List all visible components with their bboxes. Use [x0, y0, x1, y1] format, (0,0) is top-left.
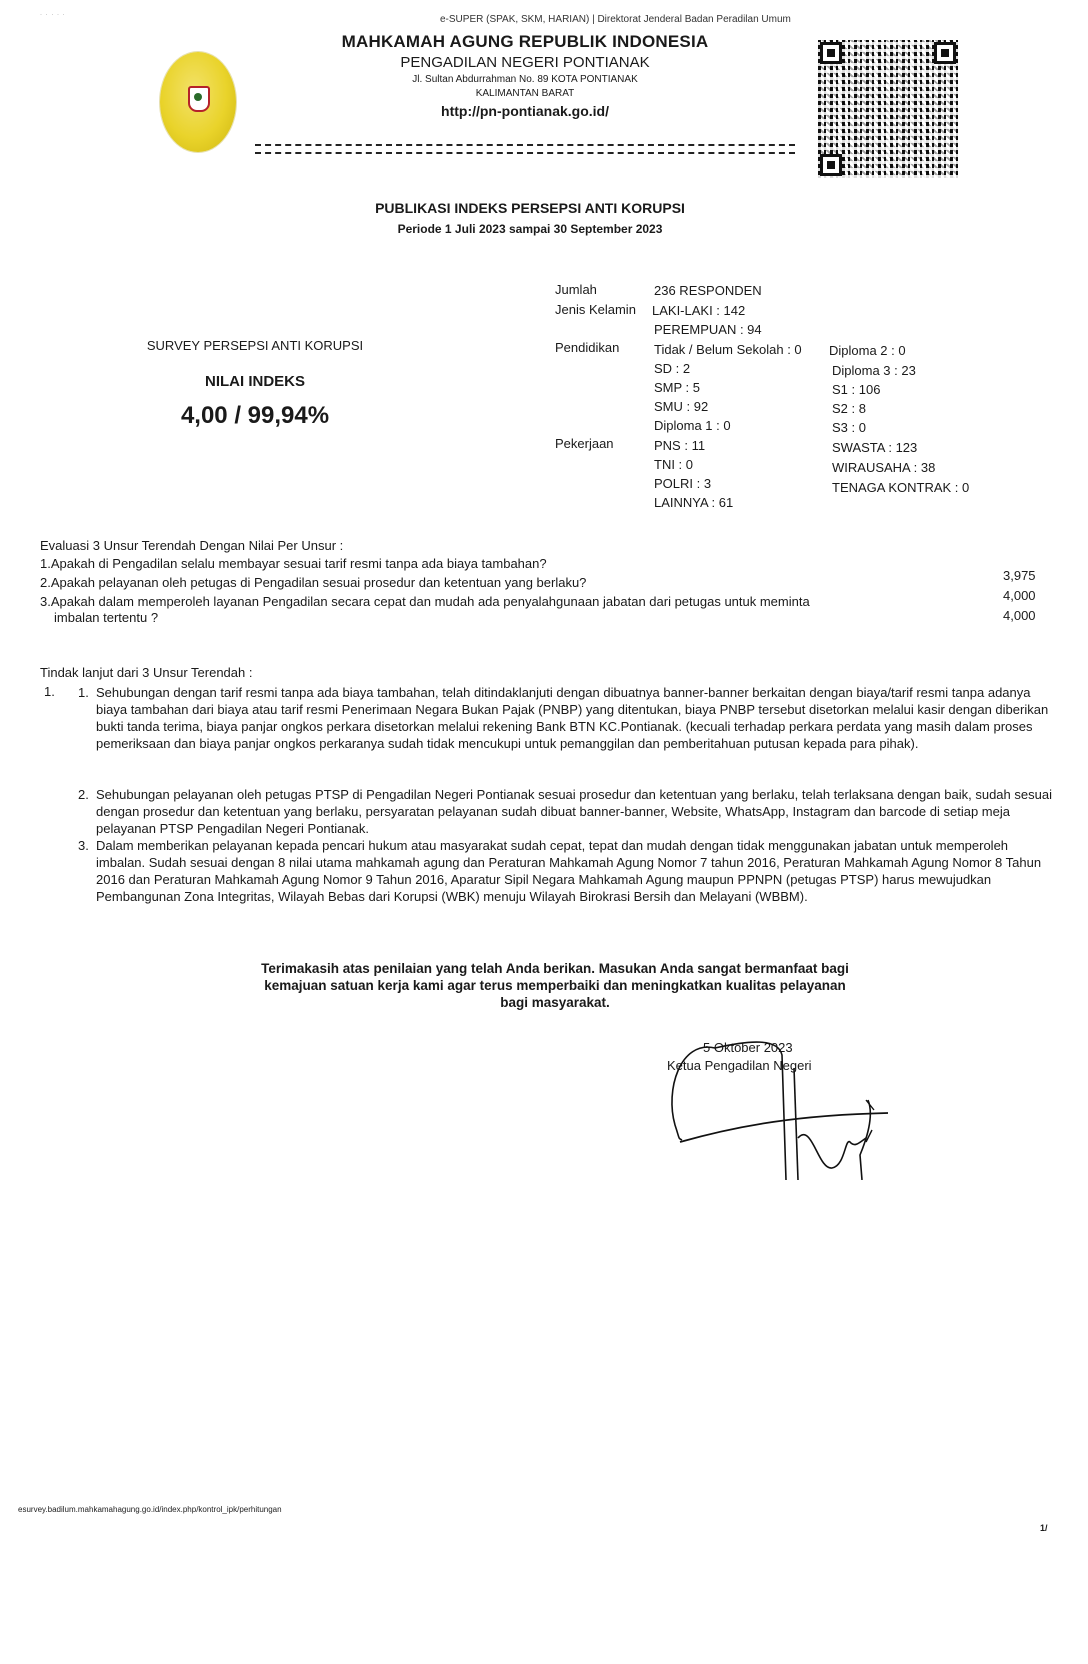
follow-up-number: 3. — [78, 838, 89, 853]
jumlah-value: 236 RESPONDEN — [654, 283, 762, 298]
follow-up-heading: Tindak lanjut dari 3 Unsur Terendah : — [40, 665, 253, 680]
job-item: PNS : 11 — [654, 438, 706, 453]
address-line-1: Jl. Sultan Abdurrahman No. 89 KOTA PONTIANAK — [412, 74, 638, 85]
document-period: Periode 1 Juli 2023 sampai 30 September 2023 — [397, 222, 663, 236]
education-item: Diploma 2 : 0 — [829, 343, 906, 358]
evaluation-value: 4,000 — [1003, 608, 1036, 623]
qr-finder-icon — [820, 154, 842, 176]
website-link[interactable]: http://pn-pontianak.go.id/ — [441, 103, 609, 119]
court-name: PENGADILAN NEGERI PONTIANAK — [400, 54, 650, 71]
survey-name: SURVEY PERSEPSI ANTI KORUPSI — [146, 338, 364, 353]
job-item: POLRI : 3 — [654, 476, 712, 491]
follow-up-outer-number: 1. — [44, 684, 55, 699]
footer-url: esurvey.badilum.mahkamahagung.go.id/index.php/kontrol_ipk/perhitungan — [18, 1505, 282, 1514]
education-item: Diploma 3 : 23 — [832, 363, 916, 378]
evaluation-item: 3.Apakah dalam memperoleh layanan Pengadilan secara cepat dan mudah ada penyalahgunaan jabatan dari petugas untuk meminta — [40, 594, 810, 609]
education-item: SMP : 5 — [654, 380, 701, 395]
job-item: WIRAUSAHA : 38 — [832, 460, 936, 475]
job-item: TENAGA KONTRAK : 0 — [832, 480, 970, 495]
system-header-line: e-SUPER (SPAK, SKM, HARIAN) | Direktorat Jenderal Badan Peradilan Umum — [440, 14, 791, 25]
follow-up-number: 2. — [78, 787, 89, 802]
follow-up-text: Sehubungan pelayanan oleh petugas PTSP di Pengadilan Negeri Pontianak sesuai prosedur dan ketentuan yang berlaku, telah terlaksana dengan baik, sudah sesuai dengan prosedur dan ketentuan yang berlaku, persyaratan pelayanan sudah dibuat banner-banner, Website, WhatsApp, Instagram dan barcode di setiap meja pelayanan PTSP Pengadilan Negeri Pontianak. — [96, 787, 1052, 836]
gender-item: PEREMPUAN : 94 — [654, 322, 762, 337]
faded-header-mark: · · · · · — [40, 12, 66, 18]
follow-up-item — [78, 786, 1053, 837]
evaluation-value: 4,000 — [1003, 588, 1036, 603]
signature-date: 5 Oktober 2023 — [703, 1040, 793, 1055]
qr-finder-icon — [934, 42, 956, 64]
job-item: LAINNYA : 61 — [654, 495, 734, 510]
job-item: TNI : 0 — [654, 457, 694, 472]
evaluation-item: 2.Apakah pelayanan oleh petugas di Pengadilan sesuai prosedur dan ketentuan yang berlaku? — [40, 575, 587, 590]
qr-finder-icon — [820, 42, 842, 64]
index-value: 4,00 / 99,94% — [180, 402, 330, 429]
header-separator — [255, 144, 795, 154]
education-label: Pendidikan — [555, 340, 620, 355]
evaluation-heading: Evaluasi 3 Unsur Terendah Dengan Nilai Per Unsur : — [40, 538, 344, 553]
qr-code — [818, 40, 958, 178]
education-item: S3 : 0 — [832, 420, 866, 435]
education-item: Diploma 1 : 0 — [654, 418, 731, 433]
page-number: 1/ — [1040, 1523, 1048, 1533]
follow-up-text: Sehubungan dengan tarif resmi tanpa ada biaya tambahan, telah ditindaklanjuti dengan dibuatnya banner-banner berkaitan dengan biaya/tarif resmi tanpa adanya biaya tambahan dari biaya atau tarif resmi Penerimaan Negara Bukan Pajak (PNBP) yang ditentukan, biaya PNBP tersebut disetorkan melalui kasir dengan diberikan bukti tanda terima, biaya panjar ongkos perkara disetorkan melalui rekening Bank BTN KC.Pontianak. (kecuali terhadap perkara perdata yang masih dalam proses pemeriksaan dan biaya panjar ongkos perkaranya sudah tidak mencukupi untuk pemanggilan dan pemberitahuan putusan kepada para pihak). — [96, 685, 1049, 751]
job-item: SWASTA : 123 — [832, 440, 918, 455]
follow-up-number: 1. — [78, 685, 89, 700]
jumlah-label: Jumlah — [555, 282, 597, 297]
follow-up-item — [78, 837, 1053, 905]
institution-name: MAHKAMAH AGUNG REPUBLIK INDONESIA — [341, 32, 709, 51]
evaluation-value: 3,975 — [1003, 568, 1036, 583]
evaluation-item: 1.Apakah di Pengadilan selalu membayar sesuai tarif resmi tanpa ada biaya tambahan? — [40, 556, 547, 571]
gender-item: LAKI-LAKI : 142 — [652, 303, 746, 318]
index-label: NILAI INDEKS — [204, 373, 305, 390]
education-item: SD : 2 — [654, 361, 691, 376]
education-item: Tidak / Belum Sekolah : 0 — [654, 342, 802, 357]
education-item: SMU : 92 — [654, 399, 709, 414]
gender-label: Jenis Kelamin — [555, 302, 636, 317]
handwritten-signature — [660, 1030, 890, 1180]
address-line-2: KALIMANTAN BARAT — [475, 88, 575, 99]
education-item: S2 : 8 — [832, 401, 866, 416]
follow-up-text: Dalam memberikan pelayanan kepada pencari hukum atau masyarakat sudah cepat, tepat dan mudah dengan tidak menggunakan jabatan untuk memperoleh imbalan. Sudah sesuai dengan 8 nilai utama mahkamah agung dan Peraturan Mahkamah Agung Nomor 7 tahun 2016, Peraturan Mahkamah Agung Nomor 8 Tahun 2016 dan Peraturan Mahkamah Agung Nomor 9 Tahun 2016, Aparatur Sipil Negara Mahkamah Agung maupun PPNPN (petugas PTSP) harus mewujudkan Pembangunan Zona Integritas, Wilayah Bebas dari Korupsi (WBK) menuju Wilayah Birokrasi Bersih dan Melayani (WBBM). — [96, 838, 1042, 904]
education-item: S1 : 106 — [832, 382, 881, 397]
thank-you-message: Terimakasih atas penilaian yang telah Anda berikan. Masukan Anda sangat bermanfaat bagi kemajuan satuan kerja kami agar terus memperbaiki dan meningkatkan kualitas pelayanan bagi masyarakat. — [261, 961, 849, 1010]
shield-emblem-icon — [188, 86, 210, 112]
follow-up-item — [78, 684, 1053, 752]
court-seal-logo — [160, 52, 236, 152]
job-label: Pekerjaan — [555, 436, 614, 451]
evaluation-item-continued: imbalan tertentu ? — [54, 610, 159, 625]
document-title: PUBLIKASI INDEKS PERSEPSI ANTI KORUPSI — [375, 200, 685, 216]
signer-title: Ketua Pengadilan Negeri — [667, 1058, 812, 1073]
